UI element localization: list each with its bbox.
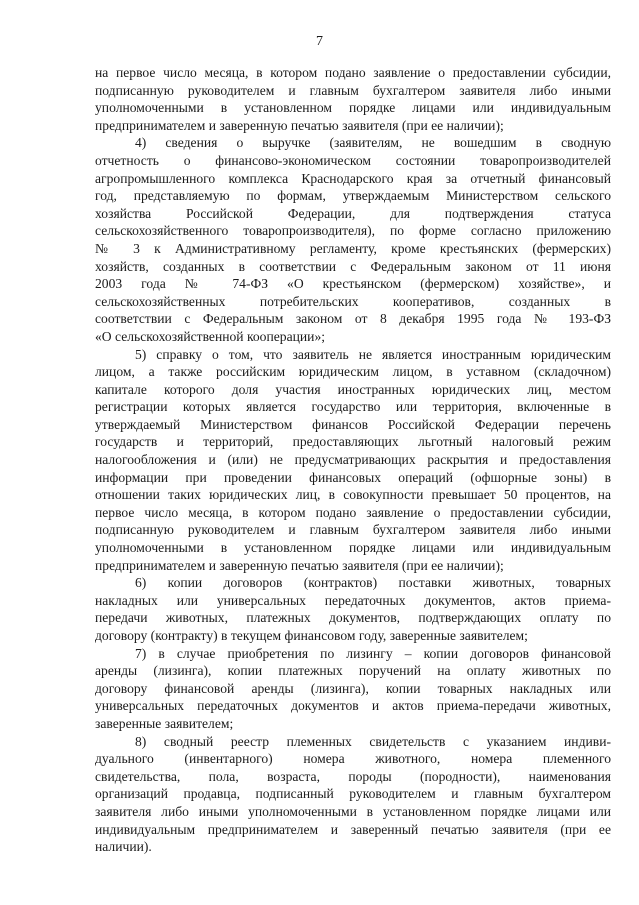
text-line: индивидуальным предпринимателем и заверенный печатью заявителя (при ее: [95, 821, 611, 837]
paragraph-p-item-4: [95, 134, 611, 345]
text-line: № 3 к Административному регламенту, кроме крестьянских (фермерских): [95, 240, 611, 256]
text-line: регистрации которых является государство или территория, включенные в: [95, 399, 611, 415]
text-line: 6) копии договоров (контрактов) поставки животных, товарных: [135, 575, 611, 591]
text-line: лицом, а также российским юридическим лицом, в уставном (складочном): [95, 364, 611, 380]
paragraph-p-item-5: [95, 346, 611, 575]
text-line: 4) сведения о выручке (заявителям, не вошедшим в сводную: [135, 135, 611, 151]
text-line: 5) справку о том, что заявитель не является иностранным юридическим: [135, 346, 611, 362]
paragraph-p-item-6: [95, 574, 611, 644]
text-line: организаций продавца, подписанный руководителем и главным бухгалтером: [95, 786, 611, 802]
text-line: утверждаемый Министерством финансов Российской Федерации перечень: [95, 416, 611, 432]
text-line: договору финансовой аренды (лизинга), копии товарных накладных или: [95, 680, 611, 696]
text-line: сельскохозяйственных потребительских кооперативов, созданных в: [95, 293, 611, 309]
page-number: 7: [316, 34, 323, 49]
text-line: «О сельскохозяйственной кооперации»;: [95, 328, 326, 344]
text-line: агропромышленного комплекса Краснодарского края за отчетный финансовый: [95, 170, 611, 186]
text-line: отчетность о финансово-экономическом состоянии товаропроизводителей: [95, 152, 611, 168]
text-line: государств и территорий, предоставляющих льготный налоговый режим: [95, 434, 611, 450]
text-line: 7) в случае приобретения по лизингу – копии договоров финансовой: [135, 645, 611, 661]
text-line: уполномоченными в установленном порядке лицами или индивидуальным: [95, 100, 611, 116]
text-line: хозяйств, созданных в соответствии с Федеральным законом от 11 июня: [95, 258, 611, 274]
text-line: подписанную руководителем и главным бухгалтером заявителя либо иными: [95, 82, 611, 98]
text-line: накладных или универсальных передаточных документов, актов приема-: [95, 592, 611, 608]
text-line: год, представляемую по формам, утверждаемым Министерством сельского: [95, 188, 611, 204]
text-line: свидетельства, пола, возраста, породы (породности), наименования: [95, 768, 611, 784]
text-line: заявителя либо иными уполномоченными в установленном порядке лицами или: [95, 803, 611, 819]
text-line: заверенные заявителем;: [95, 715, 234, 731]
text-line: предпринимателем и заверенную печатью заявителя (при ее наличии);: [95, 117, 504, 133]
text-line: налогообложения и (или) не предусматривающих раскрытия и предоставления: [95, 452, 611, 468]
document-body: [95, 64, 611, 856]
paragraph-p-item-7: [95, 645, 611, 733]
text-line: договору (контракту) в текущем финансовом году, заверенные заявителем;: [95, 628, 528, 643]
paragraph-p-item-8: [95, 733, 611, 856]
text-line: сельскохозяйственного товаропроизводителя), по форме согласно приложению: [95, 223, 611, 239]
text-line: информации при проведении финансовых операций (офшорные зоны) в: [95, 469, 611, 485]
text-line: на первое число месяца, в котором подано заявление о предоставлении субсидии,: [95, 65, 611, 80]
text-line: универсальных передаточных документов и актов приема-передачи животных,: [95, 698, 611, 714]
text-line: 2003 года № 74-ФЗ «О крестьянском (фермерском) хозяйстве», и: [95, 276, 611, 292]
text-line: подписанную руководителем и главным бухгалтером заявителя либо иными: [95, 522, 611, 538]
text-line: хозяйства Российской Федерации, для подтверждения статуса: [95, 205, 611, 221]
text-line: передачи животных, платежных документов, подтверждающих оплату по: [95, 610, 611, 626]
paragraph-p-continuation: [95, 64, 611, 134]
text-line: аренды (лизинга), копии платежных поручений на оплату животных по: [95, 663, 611, 679]
text-line: дуального (инвентарного) номера животного, номера племенного: [95, 751, 611, 767]
text-line: 8) сводный реестр племенных свидетельств с указанием индиви-: [135, 733, 611, 749]
text-line: отношении таких юридических лиц, в совокупности превышает 50 процентов, на: [95, 487, 611, 503]
text-line: капитале которого доля участия иностранных юридических лиц, местом: [95, 381, 611, 397]
text-line: первое число месяца, в котором подано заявление о предоставлении субсидии,: [95, 504, 611, 520]
text-line: предпринимателем и заверенную печатью заявителя (при ее наличии);: [95, 557, 504, 573]
text-line: наличии).: [95, 839, 152, 855]
text-line: уполномоченными в установленном порядке лицами или индивидуальным: [95, 540, 611, 556]
text-line: соответствии с Федеральным законом от 8 декабря 1995 года № 193-ФЗ: [95, 311, 611, 327]
